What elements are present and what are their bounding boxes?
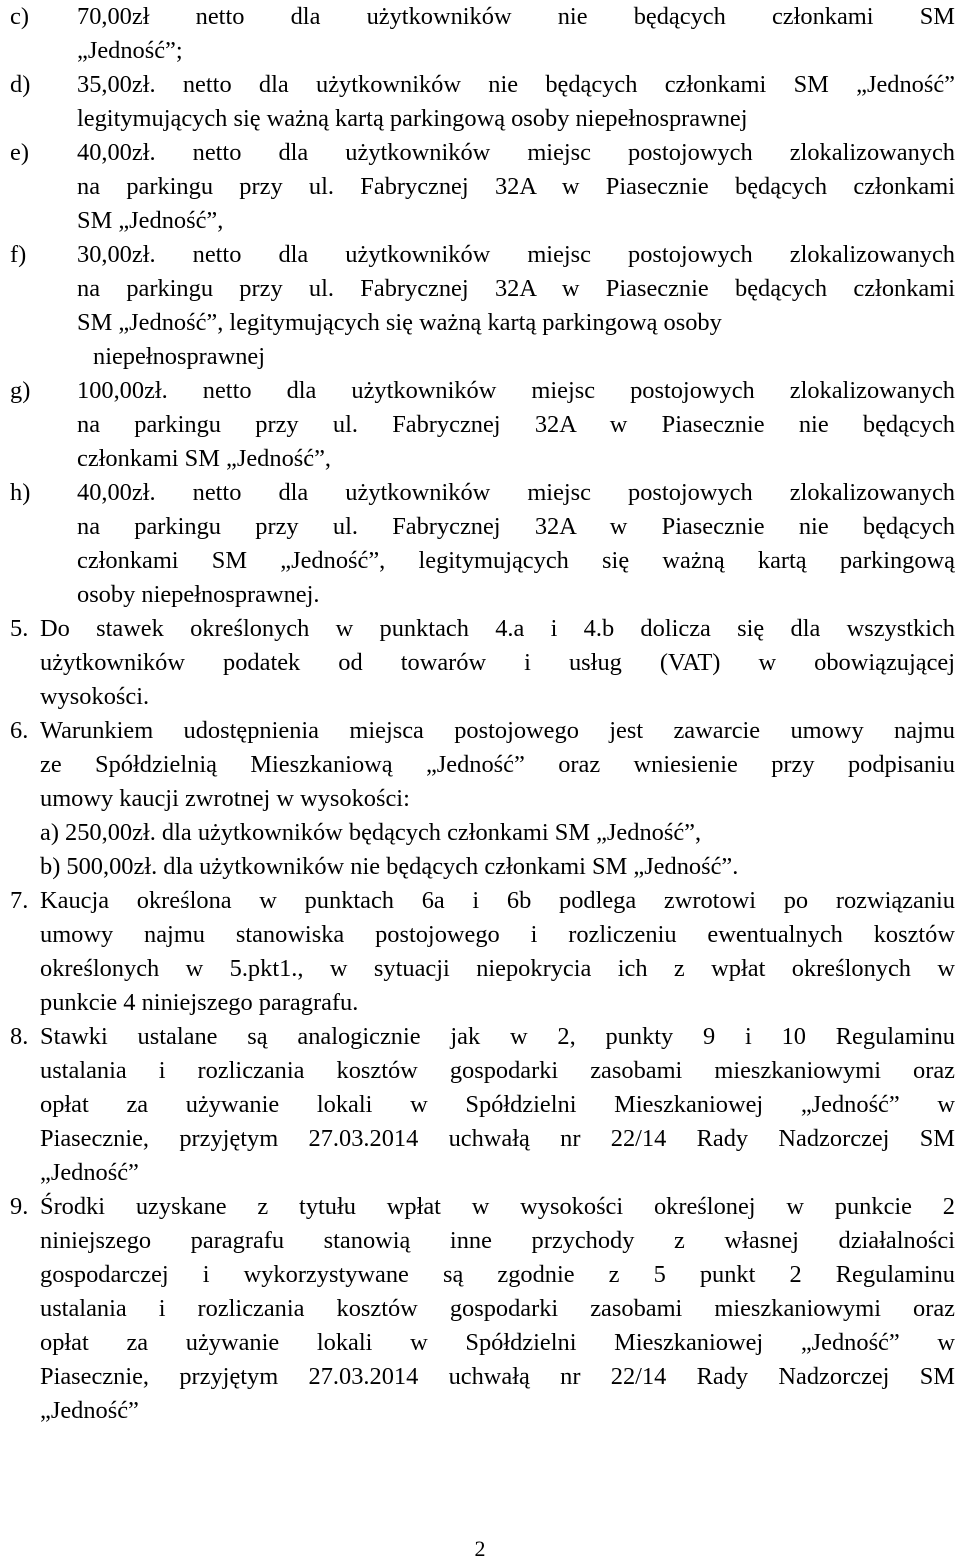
list-marker: e)	[10, 139, 29, 166]
list-marker: 9.	[10, 1193, 29, 1220]
text-line	[0, 272, 960, 306]
line-text: opłat za używanie lokali w Spółdzielni Mieszkaniowej „Jedność” w	[40, 1329, 955, 1356]
line-text: ustalania i rozliczania kosztów gospodarki zasobami mieszkaniowymi oraz	[40, 1295, 955, 1322]
line-text: wysokości.	[40, 683, 150, 710]
text-line	[0, 238, 960, 272]
line-text: 70,00zł netto dla użytkowników nie będących członkami SM	[77, 3, 955, 30]
line-text: b) 500,00zł. dla użytkowników nie będących członkami SM „Jedność”.	[40, 853, 739, 880]
list-marker: g)	[10, 377, 31, 404]
text-line	[0, 578, 960, 612]
list-marker: f)	[10, 241, 27, 268]
text-line	[0, 680, 960, 714]
line-text: 100,00zł. netto dla użytkowników miejsc postojowych zlokalizowanych	[77, 377, 955, 404]
line-text: użytkowników podatek od towarów i usług (VAT) w obowiązującej	[40, 649, 955, 676]
line-text: Do stawek określonych w punktach 4.a i 4.b dolicza się dla wszystkich	[40, 615, 955, 642]
line-text: na parkingu przy ul. Fabrycznej 32A w Piasecznie nie będących	[77, 411, 955, 438]
line-text: SM „Jedność”,	[77, 207, 224, 234]
text-line	[0, 1088, 960, 1122]
text-line	[0, 646, 960, 680]
list-marker: 8.	[10, 1023, 29, 1050]
page-number: 2	[474, 1536, 486, 1561]
line-text: SM „Jedność”, legitymujących się ważną kartą parkingową osoby	[77, 309, 722, 336]
line-text: ustalania i rozliczania kosztów gospodarki zasobami mieszkaniowymi oraz	[40, 1057, 955, 1084]
line-text: na parkingu przy ul. Fabrycznej 32A w Piasecznie nie będących	[77, 513, 955, 540]
text-line	[0, 1394, 960, 1428]
text-line	[0, 476, 960, 510]
line-text: ze Spółdzielnią Mieszkaniową „Jedność” oraz wniesienie przy podpisaniu	[40, 751, 955, 778]
line-text: członkami SM „Jedność”, legitymujących się ważną kartą parkingową	[77, 547, 955, 574]
line-text: Piasecznie, przyjętym 27.03.2014 uchwałą nr 22/14 Rady Nadzorczej SM	[40, 1125, 955, 1152]
text-line	[0, 68, 960, 102]
text-line	[0, 612, 960, 646]
text-line	[0, 102, 960, 136]
text-line	[0, 1190, 960, 1224]
text-line	[0, 850, 960, 884]
line-text: opłat za używanie lokali w Spółdzielni Mieszkaniowej „Jedność” w	[40, 1091, 955, 1118]
text-line	[0, 306, 960, 340]
line-text: niepełnosprawnej	[93, 343, 266, 370]
text-line	[0, 1054, 960, 1088]
list-marker: c)	[10, 3, 29, 30]
text-line	[0, 374, 960, 408]
text-line	[0, 1224, 960, 1258]
line-text: punkcie 4 niniejszego paragrafu.	[40, 989, 359, 1016]
text-line	[0, 1326, 960, 1360]
line-text: 30,00zł. netto dla użytkowników miejsc postojowych zlokalizowanych	[77, 241, 955, 268]
list-marker: 5.	[10, 615, 29, 642]
line-text: „Jedność”	[40, 1159, 139, 1186]
text-line	[0, 340, 960, 374]
list-marker: d)	[10, 71, 31, 98]
line-text: legitymujących się ważną kartą parkingową osoby niepełnosprawnej	[77, 105, 748, 132]
text-line	[0, 408, 960, 442]
text-line	[0, 544, 960, 578]
text-line	[0, 714, 960, 748]
text-line	[0, 34, 960, 68]
line-text: Piasecznie, przyjętym 27.03.2014 uchwałą nr 22/14 Rady Nadzorczej SM	[40, 1363, 955, 1390]
line-text: gospodarczej i wykorzystywane są zgodnie z 5 punkt 2 Regulaminu	[40, 1261, 955, 1288]
line-text: niniejszego paragrafu stanowią inne przychody z własnej działalności	[40, 1227, 955, 1254]
line-text: określonych w 5.pkt1., w sytuacji niepokrycia ich z wpłat określonych w	[40, 955, 955, 982]
text-line	[0, 204, 960, 238]
line-text: „Jedność”	[40, 1397, 139, 1424]
line-text: a) 250,00zł. dla użytkowników będących członkami SM „Jedność”,	[40, 819, 702, 846]
text-line	[0, 170, 960, 204]
text-line	[0, 442, 960, 476]
line-text: Kaucja określona w punktach 6a i 6b podlega zwrotowi po rozwiązaniu	[40, 887, 955, 914]
line-text: Środki uzyskane z tytułu wpłat w wysokości określonej w punkcie 2	[40, 1193, 955, 1220]
line-text: na parkingu przy ul. Fabrycznej 32A w Piasecznie będących członkami	[77, 173, 955, 200]
text-line	[0, 748, 960, 782]
text-line	[0, 510, 960, 544]
list-marker: 7.	[10, 887, 29, 914]
line-text: osoby niepełnosprawnej.	[77, 581, 320, 608]
text-line	[0, 1292, 960, 1326]
text-line	[0, 136, 960, 170]
text-line	[0, 1156, 960, 1190]
line-text: Warunkiem udostępnienia miejsca postojowego jest zawarcie umowy najmu	[40, 717, 955, 744]
text-line	[0, 952, 960, 986]
text-line	[0, 782, 960, 816]
text-line	[0, 0, 960, 34]
text-line	[0, 1122, 960, 1156]
line-text: 35,00zł. netto dla użytkowników nie będących członkami SM „Jedność”	[77, 71, 955, 98]
line-text: 40,00zł. netto dla użytkowników miejsc postojowych zlokalizowanych	[77, 479, 955, 506]
line-text: umowy kaucji zwrotnej w wysokości:	[40, 785, 410, 812]
line-text: umowy najmu stanowiska postojowego i rozliczeniu ewentualnych kosztów	[40, 921, 955, 948]
line-text: Stawki ustalane są analogicznie jak w 2, punkty 9 i 10 Regulaminu	[40, 1023, 955, 1050]
text-line	[0, 1360, 960, 1394]
list-marker: 6.	[10, 717, 29, 744]
line-text: 40,00zł. netto dla użytkowników miejsc postojowych zlokalizowanych	[77, 139, 955, 166]
text-line	[0, 1020, 960, 1054]
list-marker: h)	[10, 479, 31, 506]
line-text: członkami SM „Jedność”,	[77, 445, 332, 472]
text-line	[0, 918, 960, 952]
line-text: „Jedność”;	[77, 37, 183, 64]
text-line	[0, 884, 960, 918]
text-line	[0, 1258, 960, 1292]
line-text: na parkingu przy ul. Fabrycznej 32A w Piasecznie będących członkami	[77, 275, 955, 302]
text-line	[0, 816, 960, 850]
text-line	[0, 986, 960, 1020]
